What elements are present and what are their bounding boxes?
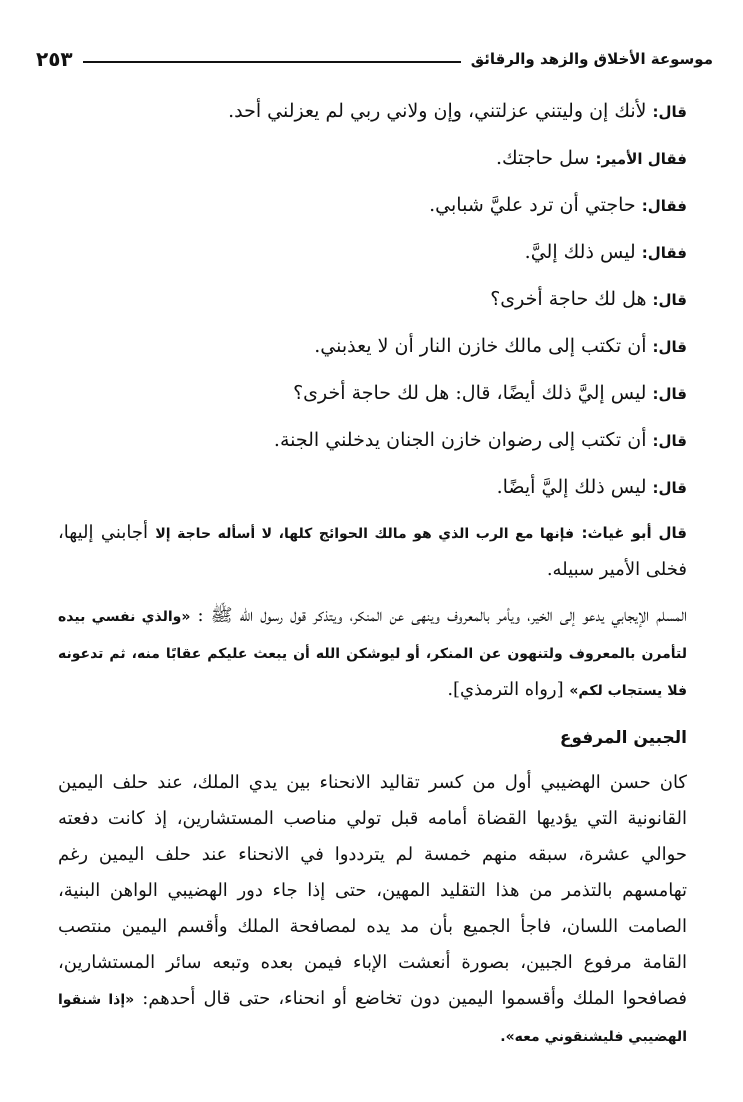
dialogue-line [58,233,687,272]
page-body [58,92,687,1065]
dialogue-text: ليس إليَّ ذلك أيضًا، قال: هل لك حاجة أخرى؟ [293,382,647,404]
speaker-label: فقال: [641,197,687,215]
muslim-paragraph [58,598,687,709]
speaker-label: فقال: [641,244,687,262]
abu-ghiyath-paragraph [58,515,687,588]
dialogue-line [58,421,687,460]
section-title: الجبين المرفوع [559,728,687,748]
dialogue-text: هل لك حاجة أخرى؟ [490,288,647,310]
hadith-text: «والذي نفسي بيده لتأمرن بالمعروف ولتنهون عن المنكر، أو ليوشكن الله أن يبعث عليكم عقابًا منه، ثم تدعونه فلا يستجاب لكم» [58,609,687,699]
speaker-label: قال أبو غياث: [581,524,687,542]
speaker-label: فقال الأمير: [595,150,687,168]
section-paragraph-text: كان حسن الهضيبي أول من كسر تقاليد الانحناء بين يدي الملك، عند حلف اليمين القانونية التي يؤديها القضاة أمامه قبل تولي مناصب المستشارين، إذ كانت دفعته حوالي عشرة، سبقه منهم خمسة لم يترددوا في الانحناء عند حلف اليمين رغم تهامسهم بالتذمر من هذا التقليد المهين، حتى إذا جاء دور الهضيبي الواهن البنية، الصامت اللسان، فاجأ الجميع بأن مد يده لمصافحة الملك وأقسم اليمين منتصب القامة مرفوع الجبين، بصورة أنعشت الإباء فيمن بعده وتبعه سائر المستشارين، فصافحوا الملك وأقسموا اليمين دون تخاضع أو انحناء، حتى قال أحدهم: [58,772,687,1009]
dialogue-text: أن تكتب إلى مالك خازن النار أن لا يعذبني. [314,335,647,357]
muslim-intro-text: المسلم الإيجابي يدعو إلى الخير، ويأمر بالمعروف وينهى عن المنكر، ويتذكر قول رسول الله ﷺ : [197,605,688,626]
dialogue-text: ليس ذلك إليَّ. [524,241,636,263]
abu-ghiyath-bold-text: فإنها مع الرب الذي هو مالك الحوائج كلها، لا أسأله حاجة إلا [155,526,575,542]
header-rule [83,61,461,63]
dialogue-line [58,139,687,178]
section-quote: «إذا شنقوا الهضيبي فليشنقوني معه». [58,992,687,1045]
speaker-label: قال: [652,385,687,403]
dialogue-line [58,186,687,225]
dialogue-text: حاجتي أن ترد عليَّ شبابي. [429,194,636,216]
abu-ghiyath-text: أجابني إليها، فخلى الأمير سبيله. [58,522,687,580]
speaker-label: قال: [652,291,687,309]
page-header [36,42,713,72]
dialogue-line [58,374,687,413]
hadith-source: [رواه الترمذي]. [447,679,564,700]
speaker-label: قال: [652,479,687,497]
dialogue-line [58,327,687,366]
dialogue-line [58,92,687,131]
page-number: ٢٥٣ [36,47,73,71]
dialogue-text: ليس ذلك إليَّ أيضًا. [496,476,647,498]
dialogue-text: أن تكتب إلى رضوان خازن الجنان يدخلني الجنة. [273,429,647,451]
dialogue-text: لأنك إن وليتني عزلتني، وإن ولاني ربي لم يعزلني أحد. [228,100,647,122]
dialogue-text: سل حاجتك. [495,147,590,169]
speaker-label: قال: [652,338,687,356]
dialogue-line [58,468,687,507]
speaker-label: قال: [652,103,687,121]
section-paragraph [58,765,687,1055]
book-title: موسوعة الأخلاق والزهد والرقائق [470,50,713,68]
dialogue-line [58,280,687,319]
speaker-label: قال: [652,432,687,450]
